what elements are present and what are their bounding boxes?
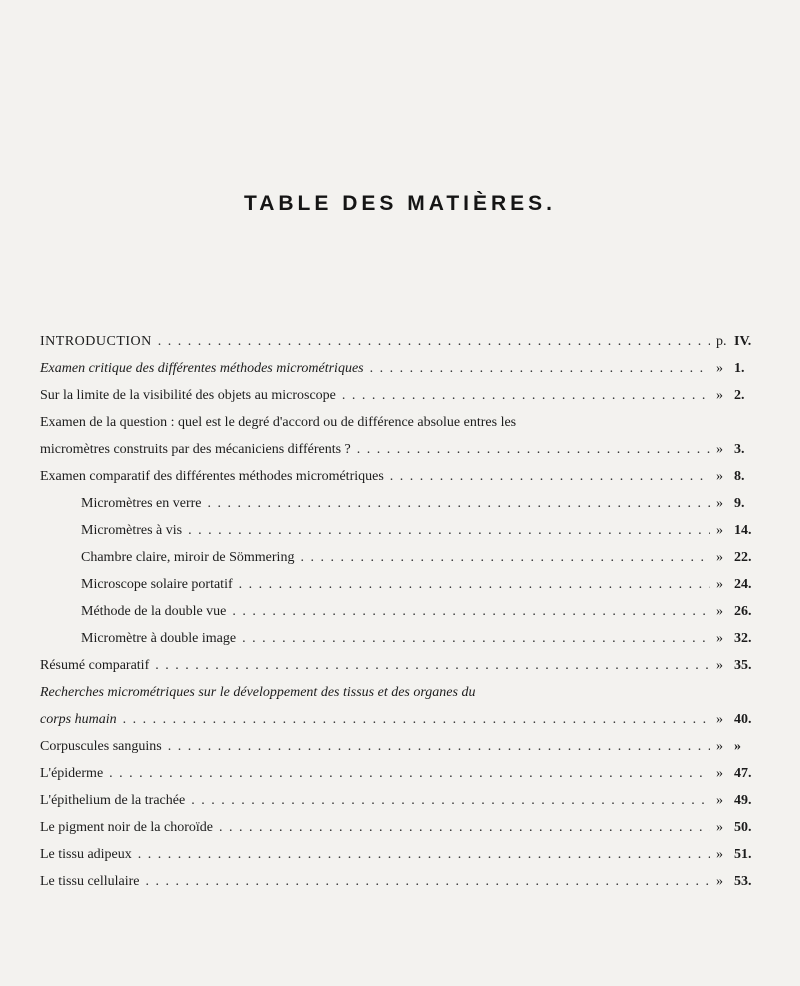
toc-entry-page: 26. bbox=[734, 604, 752, 619]
toc-entry-limite-visibilite bbox=[40, 388, 768, 415]
toc-entry-label: Le tissu adipeux bbox=[40, 847, 132, 862]
toc-entry-page: 14. bbox=[734, 523, 752, 538]
leader-dots bbox=[155, 658, 710, 674]
toc-entry-label-line1: Recherches micrométriques sur le développement des tissus et des organes du bbox=[40, 685, 476, 700]
toc-entry-page: 2. bbox=[734, 388, 745, 403]
toc-entry-corpuscules bbox=[40, 739, 768, 766]
toc-entry-marker: » bbox=[716, 847, 723, 862]
toc-entry-tissu-cellulaire bbox=[40, 874, 768, 901]
toc-entry-marker: » bbox=[716, 658, 723, 673]
toc-entry-marker: » bbox=[716, 739, 723, 754]
toc-entry-marker: p. bbox=[716, 334, 727, 349]
toc-entry-marker: » bbox=[716, 631, 723, 646]
leader-dots bbox=[390, 469, 710, 485]
leader-dots bbox=[232, 604, 710, 620]
toc-entry-marker: » bbox=[716, 712, 723, 727]
toc-entry-label: Le tissu cellulaire bbox=[40, 874, 140, 889]
leader-dots bbox=[168, 739, 710, 755]
toc-entry-page: 53. bbox=[734, 874, 752, 889]
leader-dots bbox=[191, 793, 710, 809]
leader-dots bbox=[146, 874, 710, 890]
toc-entry-tissu-adipeux bbox=[40, 847, 768, 874]
toc-entry-label: INTRODUCTION bbox=[40, 334, 152, 349]
toc-entry-label: Examen critique des différentes méthodes micrométriques bbox=[40, 361, 364, 376]
toc-entry-label: L'épiderme bbox=[40, 766, 104, 781]
toc-entry-page: 9. bbox=[734, 496, 745, 511]
leader-dots bbox=[188, 523, 710, 539]
toc-entry-double-image bbox=[40, 631, 768, 658]
toc-entry-epithelium bbox=[40, 793, 768, 820]
toc-entry-marker: » bbox=[716, 874, 723, 889]
leader-dots bbox=[158, 334, 710, 350]
toc-entry-label: L'épithelium de la trachée bbox=[40, 793, 186, 808]
toc-entry-page: 47. bbox=[734, 766, 752, 781]
table-of-contents bbox=[40, 334, 768, 901]
toc-entry-page: 1. bbox=[734, 361, 745, 376]
toc-entry-epiderme bbox=[40, 766, 768, 793]
toc-entry-marker: » bbox=[716, 550, 723, 565]
toc-entry-marker: » bbox=[716, 820, 723, 835]
toc-entry-label: Méthode de la double vue bbox=[81, 604, 227, 619]
toc-entry-label: Résumé comparatif bbox=[40, 658, 150, 673]
toc-entry-label: Sur la limite de la visibilité des objets au microscope bbox=[40, 388, 336, 403]
toc-entry-label: Examen comparatif des différentes méthodes micrométriques bbox=[40, 469, 384, 484]
toc-entry-marker: » bbox=[716, 523, 723, 538]
toc-entry-marker: » bbox=[716, 577, 723, 592]
toc-entry-label: Chambre claire, miroir de Sömmering bbox=[81, 550, 295, 565]
toc-entry-page: 24. bbox=[734, 577, 752, 592]
page-title: TABLE DES MATIÈRES. bbox=[243, 192, 557, 215]
toc-entry-marker: » bbox=[716, 361, 723, 376]
leader-dots bbox=[242, 631, 710, 647]
toc-entry-page: 8. bbox=[734, 469, 745, 484]
toc-entry-micrometres-vis bbox=[40, 523, 768, 550]
toc-entry-chambre-claire bbox=[40, 550, 768, 577]
leader-dots bbox=[370, 361, 710, 377]
leader-dots bbox=[357, 442, 710, 458]
leader-dots bbox=[342, 388, 710, 404]
toc-entry-marker: » bbox=[716, 793, 723, 808]
toc-entry-microscope-solaire bbox=[40, 577, 768, 604]
toc-entry-resume-comparatif bbox=[40, 658, 768, 685]
toc-entry-double-vue bbox=[40, 604, 768, 631]
toc-entry-page: 22. bbox=[734, 550, 752, 565]
toc-entry-examen-critique bbox=[40, 361, 768, 388]
toc-entry-pigment bbox=[40, 820, 768, 847]
toc-entry-introduction bbox=[40, 334, 768, 361]
toc-entry-label: Le pigment noir de la choroïde bbox=[40, 820, 213, 835]
leader-dots bbox=[300, 550, 710, 566]
toc-entry-label: Micromètres en verre bbox=[81, 496, 202, 511]
toc-entry-label: Corpuscules sanguins bbox=[40, 739, 162, 754]
leader-dots bbox=[239, 577, 710, 593]
toc-entry-label-line1: Examen de la question : quel est le degré d'accord ou de différence absolue entres les bbox=[40, 415, 517, 430]
toc-entry-micrometres-verre bbox=[40, 496, 768, 523]
toc-entry-page: 40. bbox=[734, 712, 752, 727]
toc-entry-marker: » bbox=[716, 604, 723, 619]
toc-entry-label: Micromètres à vis bbox=[81, 523, 183, 538]
toc-entry-page: 32. bbox=[734, 631, 752, 646]
toc-entry-marker: » bbox=[716, 766, 723, 781]
toc-entry-page: 35. bbox=[734, 658, 752, 673]
toc-entry-page: 50. bbox=[734, 820, 752, 835]
toc-entry-page: 3. bbox=[734, 442, 745, 457]
toc-entry-page: IV. bbox=[734, 334, 752, 349]
leader-dots bbox=[109, 766, 710, 782]
toc-entry-marker: » bbox=[716, 496, 723, 511]
toc-entry-label-line2: micromètres construits par des mécaniciens différents ? bbox=[40, 442, 351, 457]
toc-entry-label-line2: corps humain bbox=[40, 712, 117, 727]
toc-entry-marker: » bbox=[716, 442, 723, 457]
toc-entry-page: 49. bbox=[734, 793, 752, 808]
leader-dots bbox=[208, 496, 711, 512]
toc-entry-marker: » bbox=[716, 388, 723, 403]
toc-entry-examen-question bbox=[40, 415, 768, 469]
toc-entry-label: Microscope solaire portatif bbox=[81, 577, 233, 592]
leader-dots bbox=[138, 847, 710, 863]
toc-entry-marker: » bbox=[716, 469, 723, 484]
toc-entry-recherches bbox=[40, 685, 768, 739]
leader-dots bbox=[219, 820, 710, 836]
toc-entry-examen-comparatif bbox=[40, 469, 768, 496]
leader-dots bbox=[123, 712, 710, 728]
toc-entry-page: 51. bbox=[734, 847, 752, 862]
toc-entry-page: » bbox=[734, 739, 741, 754]
toc-entry-label: Micromètre à double image bbox=[81, 631, 237, 646]
